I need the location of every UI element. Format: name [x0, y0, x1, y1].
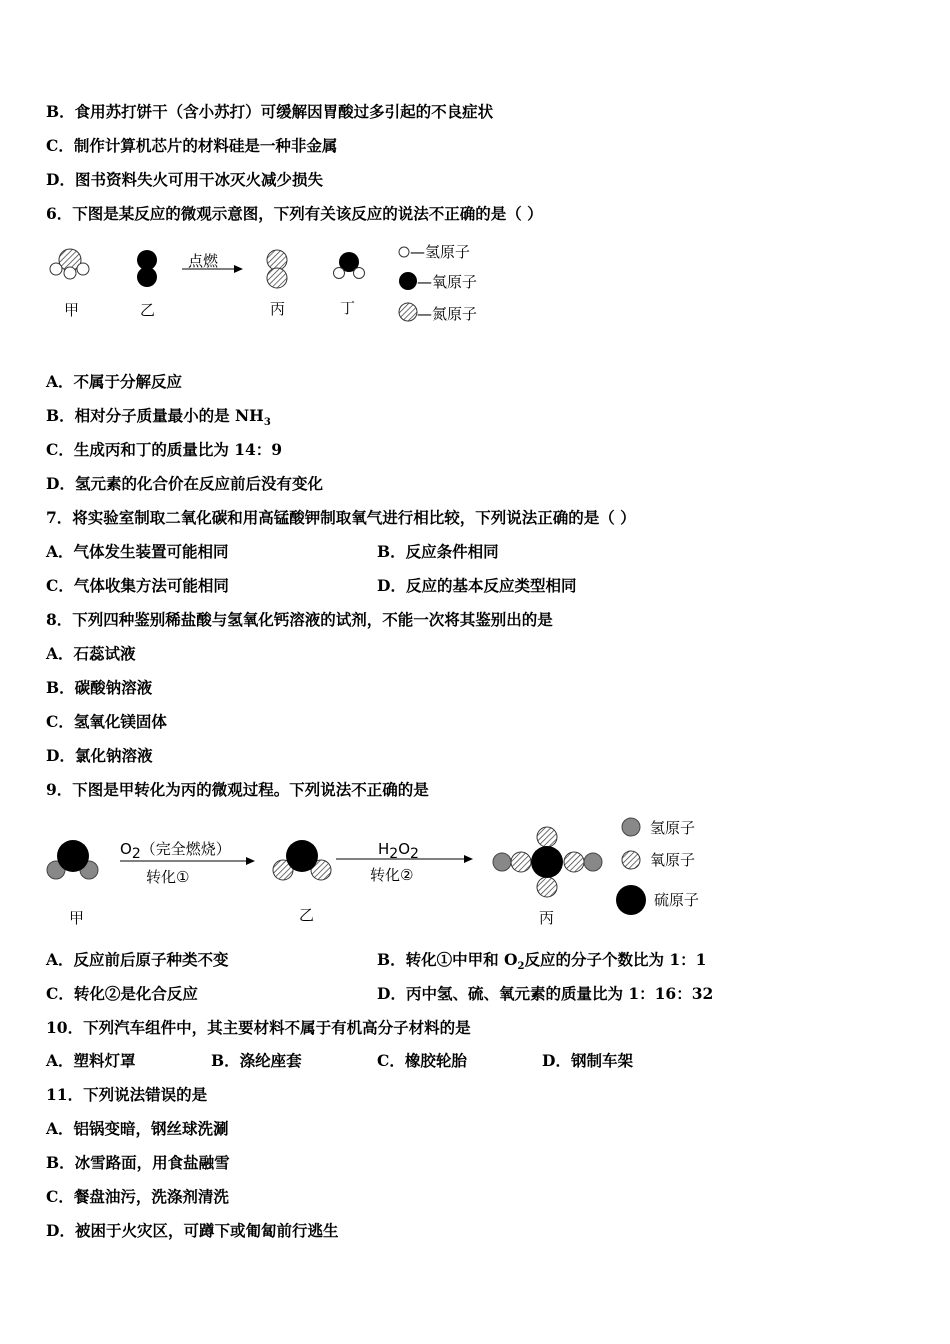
oxygen-atom-icon	[399, 272, 417, 290]
q9-label-bing: 丙	[539, 909, 555, 927]
q11-option-d: D．被困于火灾区，可蹲下或匍匐前行逃生	[46, 1221, 339, 1240]
q6-option-b-subscript: 3	[263, 417, 271, 429]
nitrogen-atom-icon	[399, 303, 417, 321]
q7-option-c: C．气体收集方法可能相同	[46, 576, 229, 595]
q5-option-c: C．制作计算机芯片的材料硅是一种非金属	[46, 136, 338, 155]
q9-option-b-text: B．转化①中甲和 O	[377, 950, 518, 969]
q6-label-bing: 丙	[270, 300, 286, 318]
q8-option-a: A．石蕊试液	[46, 644, 136, 663]
q9-arrow2-bottom: 转化②	[370, 866, 414, 884]
q9-stem: 9．下图是甲转化为丙的微观过程。下列说法不正确的是	[46, 780, 429, 799]
q6-label-jia: 甲	[64, 301, 80, 319]
q9-arrow1-bottom: 转化①	[146, 868, 190, 886]
q6-arrow-label: 点燃	[188, 252, 219, 270]
q8-option-d: D．氯化钠溶液	[46, 746, 153, 765]
q10-stem: 10．下列汽车组件中，其主要材料不属于有机高分子材料的是	[46, 1018, 471, 1037]
q6-label-ding: 丁	[340, 299, 356, 317]
q6-legend	[399, 243, 477, 323]
q7-option-a: A．气体发生装置可能相同	[46, 542, 229, 561]
q10-option-a: A．塑料灯罩	[46, 1051, 136, 1070]
q10-option-b: B．涤纶座套	[211, 1051, 302, 1070]
q9-option-b-subscript: 2	[517, 961, 525, 973]
oxygen-atom-icon	[622, 851, 640, 869]
q6-stem: 6．下图是某反应的微观示意图，下列有关该反应的说法不正确的是（ ）	[46, 204, 543, 223]
q5-option-d: D．图书资料失火可用干冰灭火减少损失	[46, 170, 323, 189]
q10-option-c: C．橡胶轮胎	[377, 1051, 467, 1070]
sulfur-atom-icon	[616, 885, 646, 915]
q9-arrow2-top: H2O2	[378, 840, 419, 862]
q10-option-d: D．钢制车架	[542, 1051, 633, 1070]
q9-legend-oxygen: 氧原子	[650, 851, 696, 869]
q7-stem: 7．将实验室制取二氧化碳和用高锰酸钾制取氧气进行相比较，下列说法正确的是（ ）	[46, 508, 636, 527]
molecule-jia-h2s	[47, 840, 98, 879]
q6-option-d: D．氢元素的化合价在反应前后没有变化	[46, 474, 323, 493]
q9-legend	[616, 818, 699, 915]
q6-label-yi: 乙	[140, 301, 156, 319]
q9-label-yi: 乙	[299, 906, 315, 924]
q9-arrow1-top: O2（完全燃烧）	[120, 840, 231, 862]
q6-option-a: A．不属于分解反应	[46, 372, 183, 391]
molecule-jia-nh3	[50, 249, 89, 279]
q6-legend-oxygen: —氧原子	[417, 273, 478, 291]
q11-stem: 11．下列说法错误的是	[46, 1085, 208, 1104]
molecule-yi-so2	[273, 840, 331, 880]
q9-option-d: D．丙中氢、硫、氧元素的质量比为 1：16：32	[377, 984, 714, 1003]
q11-option-a: A．铝锅变暗，钢丝球洗涮	[46, 1119, 229, 1138]
q9-option-b-suffix: 反应的分子个数比为 1：1	[524, 950, 707, 969]
q9-label-jia: 甲	[69, 909, 85, 927]
hydrogen-atom-icon	[622, 818, 640, 836]
q11-option-b: B．冰雪路面，用食盐融雪	[46, 1153, 230, 1172]
q9-option-b	[377, 950, 706, 977]
q7-option-d: D．反应的基本反应类型相同	[377, 576, 577, 595]
molecule-ding-h2o	[334, 252, 365, 279]
q8-stem: 8．下列四种鉴别稀盐酸与氢氧化钙溶液的试剂，不能一次将其鉴别出的是	[46, 610, 553, 629]
q11-option-c: C．餐盘油污，洗涤剂清洗	[46, 1187, 229, 1206]
molecule-bing-h2so4	[493, 827, 602, 897]
molecule-yi-o2	[137, 250, 157, 287]
q5-option-b: B．食用苏打饼干（含小苏打）可缓解因胃酸过多引起的不良症状	[46, 102, 494, 121]
molecule-bing-n2	[267, 250, 287, 288]
q8-option-b: B．碳酸钠溶液	[46, 678, 153, 697]
q7-option-b: B．反应条件相同	[377, 542, 499, 561]
q9-legend-sulfur: 硫原子	[654, 891, 700, 909]
q9-option-a: A．反应前后原子种类不变	[46, 950, 229, 969]
q6-legend-nitrogen: —氮原子	[417, 305, 478, 323]
q6-reaction-figure	[40, 236, 510, 336]
q9-option-c: C．转化②是化合反应	[46, 984, 198, 1003]
q9-transformation-figure	[40, 812, 720, 932]
q6-option-b-text: B．相对分子质量最小的是 NH	[46, 406, 264, 425]
q6-legend-hydrogen: —氢原子	[410, 243, 471, 261]
q6-option-b	[46, 406, 271, 433]
q9-legend-hydrogen: 氢原子	[650, 819, 696, 837]
q8-option-c: C．氢氧化镁固体	[46, 712, 167, 731]
q6-option-c: C．生成丙和丁的质量比为 14：9	[46, 440, 283, 459]
hydrogen-atom-icon	[399, 247, 409, 257]
